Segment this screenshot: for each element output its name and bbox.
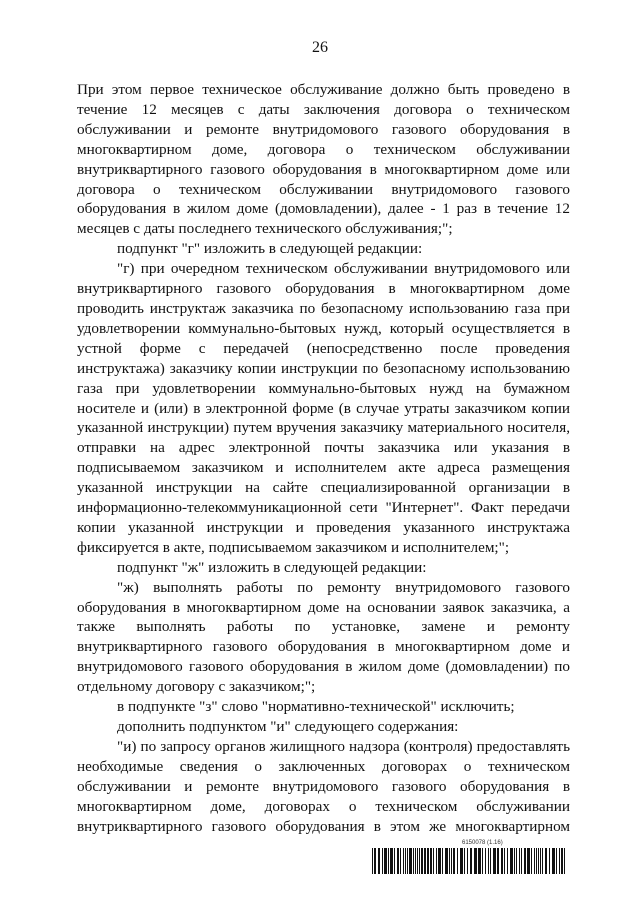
document-code: 6150078 (1.16)	[462, 840, 503, 846]
paragraph-continuation: При этом первое техническое обслуживание должно быть проведено в течение 12 месяцев с даты заключения договора о техническом обслуживании и ремонте внутридомового газового оборудования в многоквартирном доме, договора о техническом обслуживании внутриквартирного газового оборудования в многоквартирном доме или договора о техническом обслуживании внутридомового газового оборудования в жилом доме (домовладении), далее - 1 раз в течение 12 месяцев с даты последнего технического обслуживания;";	[77, 81, 570, 238]
page-number: 26	[312, 39, 328, 56]
paragraph-amend-subitem-zh: подпункт "ж" изложить в следующей редакции:	[117, 558, 427, 576]
document-body	[77, 80, 570, 836]
paragraph-amend-subitem-z: в подпункте "з" слово "нормативно-технической" исключить;	[117, 698, 515, 716]
paragraph-add-subitem-i: дополнить подпунктом "и" следующего содержания:	[117, 718, 459, 735]
paragraph-amend-subitem-g: подпункт "г" изложить в следующей редакции:	[117, 240, 423, 258]
barcode-image	[372, 848, 568, 874]
paragraph-subitem-zh: "ж) выполнять работы по ремонту внутридомового газового оборудования в многоквартирном доме на основании заявок заказчика, а также выполнять работы по установке, замене и ремонту внутриквартирного газового оборудования в многоквартирном доме и внутридомового газового оборудования в жилом доме (домовладении) по отдельному договору с заказчиком;";	[77, 578, 570, 696]
paragraph-subitem-i: "и) по запросу органов жилищного надзора (контроля) предоставлять необходимые сведения о заключенных договорах о техническом обслуживании и ремонте внутридомового газового оборудования в многоквартирном доме, договорах о техническом обслуживании внутриквартирного газового оборудования в этом же многоквартирном	[77, 737, 570, 835]
paragraph-subitem-g: "г) при очередном техническом обслуживании внутридомового или внутриквартирного газового оборудования в многоквартирном доме проводить инструктаж заказчика по безопасному использованию газа при удовлетворении коммунально-бытовых нужд, который осуществляется в устной форме с передачей (непосредственно после проведения инструктажа) заказчику копии инструкции по безопасному использованию газа при удовлетворении коммунально-бытовых нужд на бумажном носителе и (или) в электронной форме (в случае утраты заказчиком копии указанной инструкции) путем вручения заказчику материального носителя, отправки на адрес электронной почты заказчика или указания в подписываемом заказчиком и исполнителем акте адреса размещения указанной инструкции на сайте специализированной организации в информационно-телекоммуникационной сети "Интернет". Факт передачи копии указанной инструкции и проведения указанного инструктажа фиксируется в акте, подписываемом заказчиком и исполнителем;";	[77, 260, 570, 556]
